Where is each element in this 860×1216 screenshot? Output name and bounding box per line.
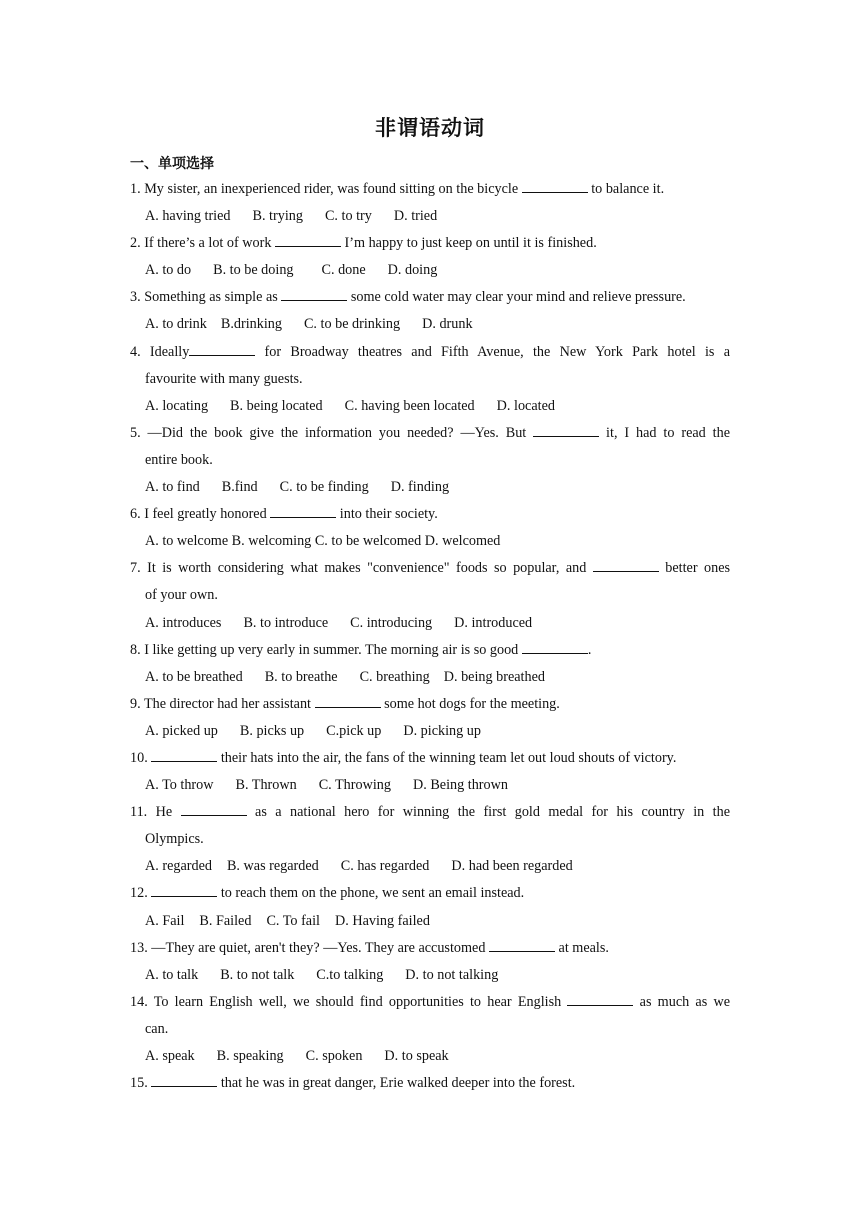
- question-text: He: [155, 804, 181, 821]
- question-text: as much as we: [633, 993, 731, 1010]
- question-continuation: favourite with many guests.: [145, 370, 303, 387]
- answer-options: [130, 718, 730, 745]
- answer-blank: [281, 287, 347, 301]
- question-line: [130, 637, 730, 664]
- answer-blank: [189, 341, 255, 355]
- question-text: —Did the book give the information you needed? —Yes. But: [147, 424, 534, 441]
- answer-option: C. To fail: [266, 912, 320, 929]
- answer-options: A. to welcome B. welcoming C. to be welcomed D. welcomed: [145, 533, 501, 550]
- question-continuation: of your own.: [145, 587, 218, 604]
- question-number: 8.: [130, 641, 145, 658]
- answer-option: B. to not talk: [220, 966, 295, 983]
- answer-option: B. to be doing: [213, 262, 294, 279]
- answer-option: A. introduces: [145, 614, 222, 631]
- question-number: 4.: [130, 343, 150, 360]
- answer-blank: [522, 179, 588, 193]
- question-line: [130, 880, 730, 907]
- question-number: 5.: [130, 424, 148, 441]
- answer-option: D. Being thrown: [412, 777, 508, 794]
- question-text: If there’s a lot of work: [144, 235, 275, 252]
- answer-blank: [533, 422, 599, 436]
- answer-options: [130, 610, 730, 637]
- page-title: 非谓语动词: [375, 116, 485, 140]
- question-text: that he was in great danger, Erie walked deeper into the forest.: [217, 1075, 576, 1092]
- question-number: 10.: [130, 749, 152, 766]
- question-number: 11.: [130, 804, 156, 821]
- answer-blank: [489, 937, 555, 951]
- question-continuation: can.: [145, 1020, 169, 1037]
- answer-option: B. trying: [252, 208, 303, 225]
- question-text: I’m happy to just keep on until it is finished.: [341, 235, 597, 252]
- answer-option: A. picked up: [145, 722, 218, 739]
- question-line: [130, 989, 730, 1016]
- question-continuation: entire book.: [145, 451, 213, 468]
- answer-option: D. doing: [387, 262, 438, 279]
- question-text: at meals.: [554, 939, 609, 956]
- answer-option: A. to be breathed: [145, 668, 243, 685]
- answer-options: [130, 311, 730, 338]
- answer-option: A. to drink: [145, 316, 207, 333]
- question-number: 13.: [130, 939, 152, 956]
- question-text: as a national hero for winning the first gold medal for his country in the: [246, 804, 731, 821]
- question-text: —They are quiet, aren't they? —Yes. They are accustomed: [151, 939, 489, 956]
- answer-blank: [593, 558, 659, 572]
- answer-options: [130, 203, 730, 230]
- question-text: to balance it.: [587, 181, 665, 197]
- question-line: [130, 339, 730, 366]
- question-text: It is worth considering what makes "convenience" foods so popular, and: [147, 560, 593, 577]
- question-text: better ones: [658, 560, 731, 577]
- answer-option: A. to find: [145, 479, 200, 496]
- question-line: [130, 691, 730, 718]
- answer-options: [130, 853, 730, 880]
- question-line: [130, 420, 730, 447]
- question-line: [130, 935, 730, 962]
- answer-option: B.drinking: [220, 316, 282, 333]
- answer-option: D. located: [496, 397, 555, 414]
- question-text: .: [587, 641, 592, 658]
- answer-option: D. introduced: [454, 614, 533, 631]
- answer-option: C. spoken: [305, 1048, 363, 1064]
- answer-options: [130, 257, 730, 284]
- question-text: Ideally: [149, 343, 190, 360]
- question-line: [130, 799, 730, 826]
- answer-option: C. has regarded: [340, 858, 430, 875]
- answer-option: B. being located: [230, 397, 323, 414]
- question-number: 9.: [130, 695, 144, 712]
- question-number: 15.: [130, 1075, 152, 1092]
- answer-option: A. To throw: [145, 777, 214, 794]
- answer-option: D. picking up: [403, 722, 481, 739]
- answer-option: B. to breathe: [264, 668, 338, 685]
- answer-options: [130, 1043, 730, 1070]
- answer-option: B. to introduce: [243, 614, 329, 631]
- question-text: I like getting up very early in summer. The morning air is so good: [144, 641, 522, 658]
- answer-option: C.to talking: [316, 966, 384, 983]
- question-number: 2.: [130, 235, 145, 252]
- answer-option: B. speaking: [216, 1048, 284, 1064]
- answer-option: D. finding: [390, 479, 450, 496]
- answer-option: C. introducing: [350, 614, 433, 631]
- answer-option: A. Fail: [145, 912, 185, 929]
- answer-blank: [270, 504, 336, 518]
- answer-options: [130, 393, 730, 420]
- answer-option: C. breathing: [359, 668, 430, 685]
- answer-option: C. Throwing: [318, 777, 391, 794]
- question-continuation: Olympics.: [145, 831, 204, 848]
- question-number: 7.: [130, 560, 148, 577]
- answer-blank: [151, 747, 217, 761]
- question-text: To learn English well, we should find opportunities to hear English: [153, 993, 568, 1010]
- answer-blank: [522, 639, 588, 653]
- answer-option: A. regarded: [145, 858, 212, 875]
- question-text: into their society.: [336, 506, 438, 523]
- question-text: some cold water may clear your mind and relieve pressure.: [347, 289, 686, 306]
- answer-options: [130, 908, 730, 935]
- answer-option: B. was regarded: [226, 858, 319, 875]
- question-text: it, I had to read the: [599, 424, 731, 441]
- answer-options: [130, 772, 730, 799]
- question-line: [130, 745, 730, 772]
- question-line: [130, 1070, 730, 1097]
- answer-option: D. to speak: [384, 1048, 449, 1064]
- question-line: [130, 555, 730, 582]
- answer-option: A. locating: [145, 397, 209, 414]
- answer-option: C. to be finding: [279, 479, 369, 496]
- answer-option: A. having tried: [145, 208, 231, 225]
- answer-option: D. being breathed: [443, 668, 545, 685]
- question-line: [130, 284, 730, 311]
- question-number: 1.: [130, 181, 145, 197]
- answer-option: B. picks up: [239, 722, 305, 739]
- answer-option: C. to try: [324, 208, 372, 225]
- question-number: 6.: [130, 506, 145, 523]
- question-list: [130, 176, 730, 1097]
- answer-option: A. to do: [145, 262, 192, 279]
- answer-blank: [151, 1073, 217, 1087]
- question-number: 14.: [130, 993, 154, 1010]
- question-text: Something as simple as: [144, 289, 282, 306]
- section-heading: 一、单项选择: [130, 156, 214, 172]
- question-text: My sister, an inexperienced rider, was found sitting on the bicycle: [144, 181, 522, 197]
- question-line: [130, 230, 730, 257]
- answer-options: [130, 664, 730, 691]
- answer-blank: [181, 802, 247, 816]
- answer-option: C. to be drinking: [303, 316, 401, 333]
- answer-option: B. Thrown: [235, 777, 297, 794]
- answer-option: A. speak: [145, 1048, 195, 1064]
- answer-option: C.pick up: [326, 722, 382, 739]
- answer-option: D. Having failed: [334, 912, 430, 929]
- answer-option: B. Failed: [199, 912, 252, 929]
- answer-option: A. to talk: [145, 966, 199, 983]
- answer-option: B.find: [221, 479, 258, 496]
- answer-option: C. done: [321, 262, 366, 279]
- answer-option: D. drunk: [422, 316, 473, 333]
- answer-blank: [151, 883, 217, 897]
- question-number: 3.: [130, 289, 145, 306]
- answer-option: D. had been regarded: [451, 858, 573, 875]
- answer-blank: [567, 991, 633, 1005]
- question-number: 12.: [130, 885, 152, 902]
- question-line: [130, 501, 730, 528]
- question-text: I feel greatly honored: [144, 506, 271, 523]
- answer-option: D. to not talking: [405, 966, 499, 983]
- answer-option: C. having been located: [344, 397, 475, 414]
- question-text: some hot dogs for the meeting.: [380, 695, 560, 712]
- answer-option: D. tried: [393, 208, 438, 225]
- answer-blank: [275, 233, 341, 247]
- question-text: to reach them on the phone, we sent an email instead.: [217, 885, 525, 902]
- question-text: their hats into the air, the fans of the winning team let out loud shouts of victory.: [217, 749, 677, 766]
- answer-blank: [315, 693, 381, 707]
- question-text: The director had her assistant: [143, 695, 315, 712]
- question-text: for Broadway theatres and Fifth Avenue, the New York Park hotel is a: [255, 343, 731, 360]
- question-line: [130, 176, 730, 203]
- answer-options: [130, 962, 730, 989]
- answer-options: [130, 474, 730, 501]
